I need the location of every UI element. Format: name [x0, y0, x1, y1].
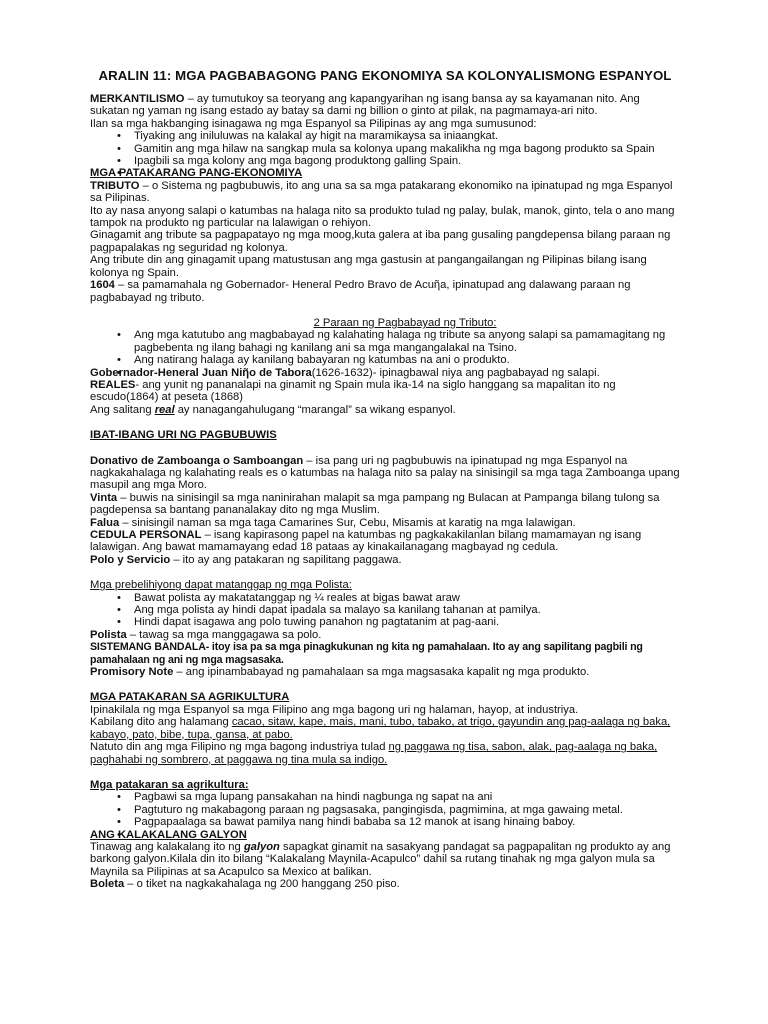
agrikultura-paragraph-1: Ipinakilala ng mga Espanyol sa mga Filipino ang mga bagong uri ng halaman, hayop, at industriya.: [90, 703, 579, 716]
list-item: • Ang mga katutubo ang magbabayad ng kalahating halaga ng tribute sa anyong salapi sa pamamagitang ng pagbebenta ng ilang bahagi ng kanilang ani sa mga mangangalakal na Tsino.: [90, 329, 680, 354]
list-item: • Pagtuturo ng makabagong paraan ng pagsasaka, pangingisda, pagmimina, at mga gawaing metal.: [90, 804, 680, 816]
term-polista: Polista: [90, 628, 127, 641]
heading-patakaran-agri: Mga patakaran sa agrikultura:: [90, 778, 249, 791]
list-item: • Hindi dapat isagawa ang polo tuwing panahon ng pagtatanim at pag-aani.: [90, 616, 680, 628]
list-item: • Gamitin ang mga hilaw na sangkap mula sa kolonya upang makalikha ng mga bagong produkto sa Spain: [90, 143, 680, 155]
paraan-list: [90, 329, 680, 366]
list-item: • Bawat polista ay makatatanggap ng ¼ reales at bigas bawat araw: [90, 592, 680, 604]
term-polo: Polo y Servicio: [90, 553, 171, 566]
gobernador-paragraph: Gobernador-Heneral Juan Niῆo de Tabora(1626-1632)- ipinagbawal niya ang pagbabayad ng salapi.: [90, 366, 600, 379]
merkantilismo-definition: MERKANTILISMO – ay tumutukoy sa teoryang ang kapangyarihan ng isang bansa ay sa kayamanan nito. Ang sukatan ng yaman ng isang estado ay batay sa dami ng billion o ginto at pilak, na pagmamaya-ari nito.: [90, 93, 640, 118]
promisory-paragraph: Promisory Note – ang ipinambabayad ng pamahalaan sa mga magsasaka kapalit ng mga produkto.: [90, 666, 590, 679]
real-paragraph: Ang salitang real ay nanagangahulugang “marangal” sa wikang espanyol.: [90, 403, 456, 416]
boleta-paragraph: Boleta – o tiket na nagkakahalaga ng 200 hanggang 250 piso.: [90, 878, 400, 891]
merkantilismo-intro: Ilan sa mga hakbanging isinagawa ng mga Espanyol sa Pilipinas ay ang mga sumusunod:: [90, 117, 537, 130]
term-reales: REALES: [90, 378, 136, 391]
year-1604-paragraph: 1604 – sa pamamahala ng Gobernador- Heneral Pedro Bravo de Acuῆa, ipinatupad ang dalawang paraan ng pagbabayad ng tributo.: [90, 279, 631, 304]
donativo-paragraph: Donativo de Zamboanga o Samboangan – isa pang uri ng pagbubuwis na ipinatupad ng mga Espanyol na nagkakahalaga ng kalahating reals es o katumbas na halaga nito sa palay na sinisingil sa mga taga Zamboanga upang masupil ang mga Moro.: [90, 454, 680, 492]
list-item: • Ang mga polista ay hindi dapat ipadala sa malayo sa kanilang tahanan at pamilya.: [90, 604, 680, 616]
list-item: • Pagbawi sa mga lupang pansakahan na hindi nagbunga ng sapat na ani: [90, 791, 680, 803]
list-item: • Tiyaking ang iniluluwas na kalakal ay higit na maramikaysa sa iniaangkat.: [90, 130, 680, 142]
heading-patakaran: MGA PATAKARANG PANG-EKONOMIYA: [90, 167, 303, 180]
term-donativo: Donativo de Zamboanga o Samboangan: [90, 454, 304, 467]
galyon-paragraph: Tinawag ang kalakalang ito ng galyon sapagkat ginamit na sasakyang pandagat sa pagpapalitan ng produkto ay ang barkong galyon.Kilala din ito bilang “Kalakalang Maynila-Acapulco” dahil sa rutang tinahak ng mga galyon mula sa Maynila sa Pilipinas at sa Acapulco sa Mexico at balikan.: [90, 840, 671, 878]
heading-agrikultura: MGA PATAKARAN SA AGRIKULTURA: [90, 691, 290, 704]
term-real: real: [154, 403, 175, 416]
term-cedula: CEDULA PERSONAL: [90, 529, 202, 541]
heading-polista: Mga prebelihiyong dapat matanggap ng mga Polista:: [90, 579, 352, 592]
list-item: • Pagpapaalaga sa bawat pamilya nang hindi bababa sa 12 manok at isang hinaing baboy.: [90, 816, 680, 828]
heading-uri: IBAT-IBANG URI NG PAGBUBUWIS: [90, 429, 277, 442]
heading-paraan: 2 Paraan ng Pagbabayad ng Tributo:: [313, 316, 497, 329]
term-boleta: Boleta: [90, 878, 125, 891]
term-galyon: galyon: [243, 840, 280, 853]
agrikultura-paragraph-2: Kabilang dito ang halamang cacao, sitaw, kape, mais, mani, tubo, tabako, at trigo, gayundin ang pag-aalaga ng baka, kabayo, pato, bibe, tupa, gansa, at pabo.: [90, 716, 671, 741]
term-1604: 1604: [90, 279, 115, 292]
term-merkantilismo: MERKANTILISMO: [90, 93, 185, 105]
heading-galyon: ANG KALAKALANG GALYON: [90, 828, 247, 841]
merkantilismo-list: [90, 130, 680, 167]
cedula-paragraph: CEDULA PERSONAL – isang kapirasong papel na katumbas ng pagkakakilanlan bilang mamamayan ng isang lalawigan. Ang bawat mamamayang edad 18 pataas ay kinakailanagang magbayad ng cedula.: [90, 529, 642, 554]
tributo-paragraph-3: Ang tribute din ang ginagamit upang matustusan ang mga gastusin at pangangailangan ng Pilipinas bilang isang kolonya ng Spain.: [90, 254, 647, 279]
list-item: • Ang natirang halaga ay kanilang babayaran ng katumbas na ani o produkto.: [90, 354, 680, 366]
document-page: [90, 68, 680, 891]
polo-paragraph: Polo y Servicio – ito ay ang patakaran ng sapilitang paggawa.: [90, 553, 402, 566]
tributo-paragraph-1: Ito ay nasa anyong salapi o katumbas na halaga nito sa produkto tulad ng palay, bulak, manok, ginto, tela o ano mang tampok na produkto ng particular na lalawigan o rehiyon.: [90, 204, 675, 230]
term-vinta: Vinta: [90, 491, 118, 504]
term-promisory: Promisory Note: [90, 666, 174, 679]
patakaran-agri-list: [90, 791, 680, 828]
term-tributo: TRIBUTO: [90, 179, 140, 192]
tributo-definition: TRIBUTO – o Sistema ng pagbubuwis, ito ang una sa sa mga patakarang ekonomiko na ipinatupad ng mga Espanyol sa Pilipinas.: [90, 179, 673, 205]
agrikultura-paragraph-3: Natuto din ang mga Filipino ng mga bagong industriya tulad ng paggawa ng tisa, sabon, alak, pag-aalaga ng baka, paghahabi ng sombrero, at paggawa ng tina mula sa indigo.: [90, 741, 658, 766]
term-gobernador: Gobernador-Heneral Juan Niῆo de Tabora: [90, 366, 312, 379]
bandala-paragraph: SISTEMANG BANDALA- itoy isa pa sa mga pinagkukunan ng kita ng pamahalaan. Ito ay ang sapilitang pagbili ng pamahalaan ng ani ng mga magsasaka.: [90, 641, 643, 666]
falua-paragraph: Falua – sinisingil naman sa mga taga Camarines Sur, Cebu, Misamis at karatig na mga lalawigan.: [90, 516, 576, 529]
list-item: • Ipagbili sa mga kolony ang mga bagong produktong galling Spain.: [90, 155, 680, 167]
vinta-paragraph: Vinta – buwis na sinisingil sa mga naninirahan malapit sa mga pampang ng Bulacan at Pampanga bilang tulong sa pagdepensa sa bantang pananalakay dito ng mga Muslim.: [90, 491, 660, 517]
term-falua: Falua: [90, 516, 120, 529]
tributo-paragraph-2: Ginagamit ang tribute sa pagpapatayo ng mga moog,kuta galera at iba pang gusaling pangdepensa bilang paraan ng pagpapalakas ng seguridad ng kolonya.: [90, 229, 671, 254]
polista-paragraph: Polista – tawag sa mga manggagawa sa polo.: [90, 628, 322, 641]
reales-paragraph: REALES- ang yunit ng pananalapi na ginamit ng Spain mula ika-14 na siglo hanggang sa mapalitan ito ng escudo(1864) at peseta (1868): [90, 378, 616, 404]
polista-list: [90, 592, 680, 629]
lesson-title: ARALIN 11: MGA PAGBABAGONG PANG EKONOMIYA SA KOLONYALISMONG ESPANYOL: [98, 68, 672, 83]
